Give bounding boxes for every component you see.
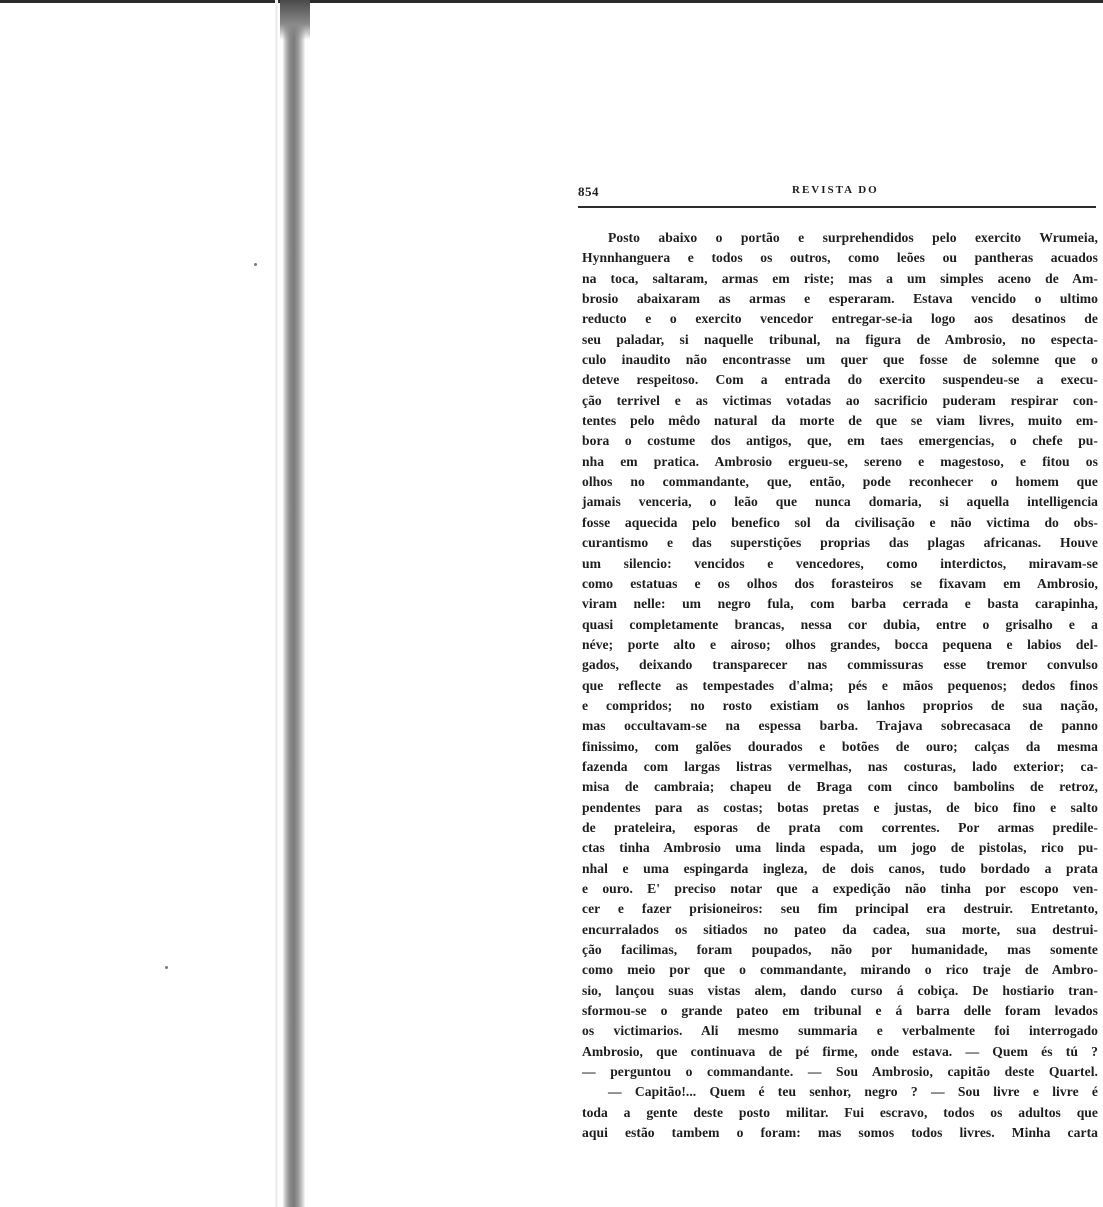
text-line: que reflecte as tempestades d'alma; pés e mãos pequenos; dedos finos	[582, 677, 1098, 693]
text-line: — Capitão!... Quem é teu senhor, negro ? — Sou livre e livre é	[608, 1084, 1098, 1100]
text-line: sio, lançou suas vistas alem, dando curso á cobiça. De hostiario tran-	[582, 982, 1098, 998]
text-line: deteve respeitoso. Com a entrada do exercito suspendeu-se a execu-	[582, 372, 1098, 388]
text-line: quasi completamente brancas, nessa cor dubia, entre o grisalho e a	[582, 616, 1098, 632]
text-line: de prateleira, esporas de prata com correntes. Por armas predile-	[582, 819, 1098, 835]
scan-speck	[254, 263, 257, 266]
text-line: Posto abaixo o portão e surprehendidos pelo exercito Wrumeia,	[608, 230, 1098, 245]
text-line: como estatuas e os olhos dos forasteiros se fixavam em Ambrosio,	[582, 575, 1098, 591]
text-line: mas occultavam-se na espessa barba. Trajava sobrecasaca de panno	[582, 718, 1098, 734]
book-gutter-shadow	[283, 0, 305, 1207]
text-line: sformou-se o grande pateo em tribunal e á barra delle foram levados	[582, 1003, 1098, 1019]
text-line: brosio abaixaram as armas e esperaram. Estava vencido o ultimo	[582, 291, 1098, 307]
text-line: e ouro. E' preciso notar que a expedição não tinha por escopo ven-	[582, 881, 1098, 896]
text-line: um silencio: vencidos e vencedores, como interdictos, miravam-se	[582, 555, 1098, 571]
text-line: na toca, saltaram, armas em riste; mas a um simples aceno de Am-	[582, 270, 1098, 286]
page-top-edge	[0, 0, 1103, 3]
text-line: Ambrosio, que continuava de pé firme, onde estava. — Quem és tú ?	[582, 1043, 1098, 1059]
page-number: 854	[578, 184, 599, 199]
running-head: REVISTA DO	[792, 184, 879, 196]
text-line: como meio por que o commandante, mirando o rico traje de Ambro-	[582, 962, 1098, 978]
text-line: cer e fazer prisioneiros: seu fim principal era destruir. Entretanto,	[582, 901, 1098, 917]
page-header	[578, 184, 1096, 200]
text-line: ção facilimas, foram poupados, não por humanidade, mas somente	[582, 942, 1098, 958]
text-line: jamais venceria, o leão que nunca domaria, si aquella intelligencia	[582, 494, 1098, 510]
text-line: pendentes para as costas; botas pretas e justas, de bico fino e salto	[582, 799, 1098, 815]
text-line: fazenda com largas listras vermelhas, nas costuras, lado exterior; ca-	[582, 758, 1098, 774]
text-line: néve; porte alto e airoso; olhos grandes, bocca pequena e labios del-	[582, 636, 1098, 652]
text-line: ctas tinha Ambrosio uma linda espada, um jogo de pistolas, rico pu-	[582, 840, 1098, 856]
header-rule	[578, 206, 1096, 208]
text-line: os victimarios. Ali mesmo summaria e verbalmente foi interrogado	[582, 1023, 1098, 1039]
text-line: olhos no commandante, que, então, pode reconhecer o homem que	[582, 474, 1098, 490]
text-line: viram nelle: um negro fula, com barba cerrada e basta carapinha,	[582, 596, 1098, 612]
text-line: Hynnhanguera e todos os outros, como leões ou pantheras acuados	[582, 250, 1098, 266]
text-line: — perguntou o commandante. — Sou Ambrosio, capitão deste Quartel.	[582, 1064, 1098, 1080]
text-line: finissimo, com galões dourados e botões de ouro; calças da mesma	[582, 738, 1098, 754]
text-line: gados, deixando transparecer nas commissuras esse tremor convulso	[582, 657, 1098, 673]
text-line: culo inaudito não encontrasse um quer que fosse de solemne que o	[582, 352, 1098, 368]
text-line: reducto e o exercito vencedor entregar-se-ia logo aos desatinos de	[582, 311, 1098, 327]
text-line: fosse aquecida pelo benefico sol da civilisação e não victima do obs-	[582, 514, 1098, 530]
text-line: bora o costume dos antigos, que, em taes emergencias, o chefe pu-	[582, 433, 1098, 449]
text-line: encurralados os sitiados no pateo da cadea, sua morte, sua destrui-	[582, 921, 1098, 937]
text-line: seu paladar, si naquelle tribunal, na figura de Ambrosio, no especta-	[582, 331, 1098, 347]
text-line: nhal e uma espingarda ingleza, de dois canos, tudo bordado a prata	[582, 860, 1098, 876]
body-text	[582, 228, 1098, 1143]
text-line: e compridos; no rosto existiam os lanhos proprios de sua nação,	[582, 697, 1098, 713]
spine-top-shadow	[280, 0, 310, 40]
scan-speck	[165, 966, 168, 969]
text-line: nha em pratica. Ambrosio ergueu-se, sereno e magestoso, e fitou os	[582, 453, 1098, 469]
text-line: tentes pelo mêdo natural da morte de que se viam livres, muito em-	[582, 413, 1098, 429]
text-line: curantismo e das superstições proprias das plagas africanas. Houve	[582, 535, 1098, 551]
text-line: toda a gente deste posto militar. Fui escravo, todos os adultos que	[582, 1104, 1098, 1120]
text-line: aqui estão tambem o foram: mas somos todos livres. Minha carta	[582, 1125, 1098, 1141]
left-page-edge	[275, 0, 278, 1207]
text-line: misa de cambraia; chapeu de Braga com cinco bambolins de retroz,	[582, 779, 1098, 795]
text-line: ção terrivel e as victimas votadas ao sacrificio puderam respirar con-	[582, 392, 1098, 408]
